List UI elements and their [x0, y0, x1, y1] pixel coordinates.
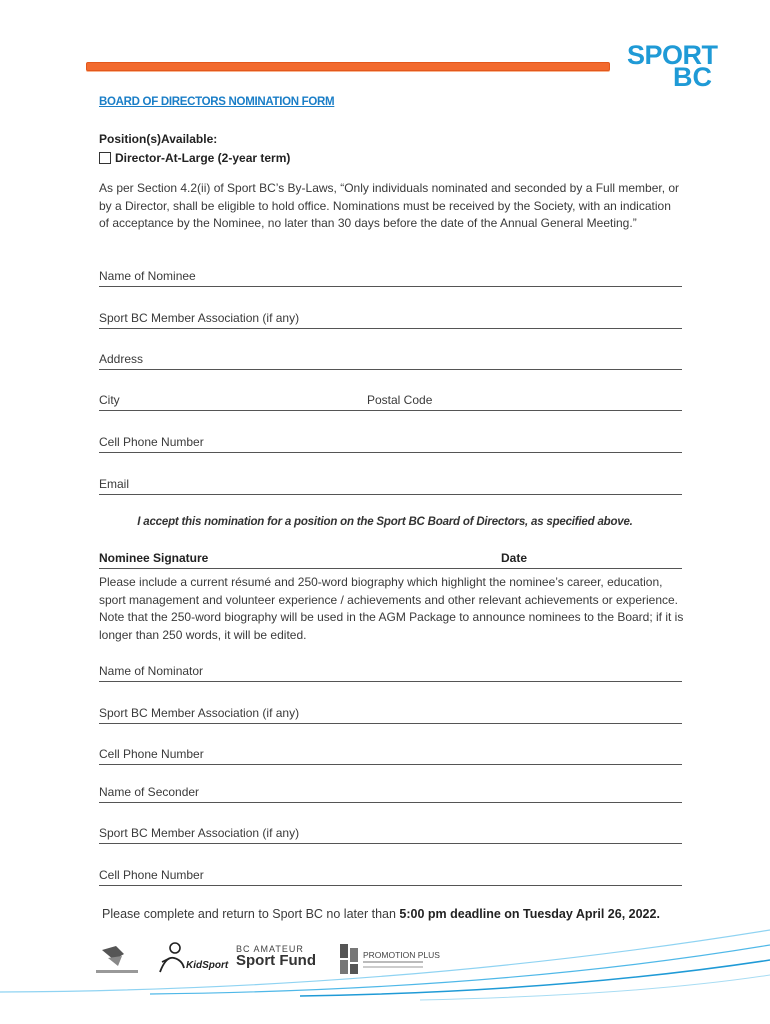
- signature-label: Nominee Signature: [99, 551, 209, 565]
- kidsport-logo: KidSport: [156, 942, 220, 976]
- promotion-plus-logo: PROMOTION PLUS: [338, 944, 448, 976]
- field-label: Sport BC Member Association (if any): [99, 826, 300, 840]
- field-label: Email: [99, 477, 130, 491]
- promotion-plus-tagline-line: [363, 966, 423, 968]
- kidsport-figure-icon: [156, 942, 186, 974]
- submission-deadline: [102, 907, 660, 921]
- nominee-association-field[interactable]: [99, 310, 682, 329]
- bc-amateur-sport-fund-logo: BC AMATEUR Sport Fund: [236, 944, 316, 969]
- bio-instructions: Please include a current résumé and 250-word biography which highlight the nominee’s career, education, sport management and volunteer experience / achievements and other relevant achievements or experience. Note that the 250-word biography will be used in the AGM Package to announce nominees to the Board; if it is longer than 250 words, it will be edited.: [99, 575, 684, 643]
- field-label: Address: [99, 352, 144, 366]
- nominator-name-field[interactable]: [99, 663, 682, 682]
- form-title: BOARD OF DIRECTORS NOMINATION FORM: [99, 96, 335, 108]
- field-label: Name of Nominee: [99, 269, 196, 283]
- positions-label: Position(s)Available:: [99, 132, 218, 146]
- acceptance-statement: I accept this nomination for a position on the Sport BC Board of Directors, as specified above.: [137, 516, 633, 528]
- position-option[interactable]: [99, 151, 290, 165]
- nominee-city-postal-field[interactable]: [99, 392, 682, 411]
- nominee-signature-field[interactable]: [99, 550, 682, 569]
- nominee-address-field[interactable]: [99, 351, 682, 370]
- field-label: Sport BC Member Association (if any): [99, 706, 300, 720]
- field-label: Cell Phone Number: [99, 868, 204, 882]
- nominator-association-field[interactable]: [99, 705, 682, 724]
- field-label: Name of Seconder: [99, 785, 200, 799]
- footer-prefix: Please complete and return to Sport BC no later than: [102, 907, 400, 921]
- seconder-association-field[interactable]: [99, 825, 682, 844]
- nominee-email-field[interactable]: [99, 476, 682, 495]
- sport-bc-logo: SPORT BC: [627, 40, 718, 92]
- nominator-cell-field[interactable]: [99, 746, 682, 765]
- header-accent-bar: [86, 62, 610, 71]
- position-option-label: Director-At-Large (2-year term): [115, 151, 291, 165]
- field-label: Cell Phone Number: [99, 747, 204, 761]
- promotion-plus-mark-icon: [338, 944, 360, 974]
- field-label-city: City: [99, 393, 120, 407]
- seconder-name-field[interactable]: [99, 784, 682, 803]
- seconder-cell-field[interactable]: [99, 867, 682, 886]
- nominee-cell-field[interactable]: [99, 434, 682, 453]
- field-label-postal: Postal Code: [367, 393, 433, 407]
- promotion-plus-tagline-line: [363, 961, 423, 963]
- partner-logos: [90, 942, 450, 978]
- field-label: Cell Phone Number: [99, 435, 204, 449]
- partner-crest-icon: [94, 944, 140, 976]
- bylaw-intro: As per Section 4.2(ii) of Sport BC’s By-Laws, “Only individuals nominated and seconded by a Full member, or by a Director, shall be eligible to hold office. Nominations must be received by the Society, with an indication of acceptance by the Nominee, no later than 30 days before the date of the Annual General Meeting.”: [99, 181, 680, 231]
- field-label: Name of Nominator: [99, 664, 204, 678]
- date-label: Date: [501, 551, 528, 565]
- footer-deadline: 5:00 pm deadline on Tuesday April 26, 2022.: [399, 907, 660, 921]
- position-checkbox[interactable]: [99, 152, 111, 164]
- nominee-name-field[interactable]: [99, 268, 682, 287]
- field-label: Sport BC Member Association (if any): [99, 311, 300, 325]
